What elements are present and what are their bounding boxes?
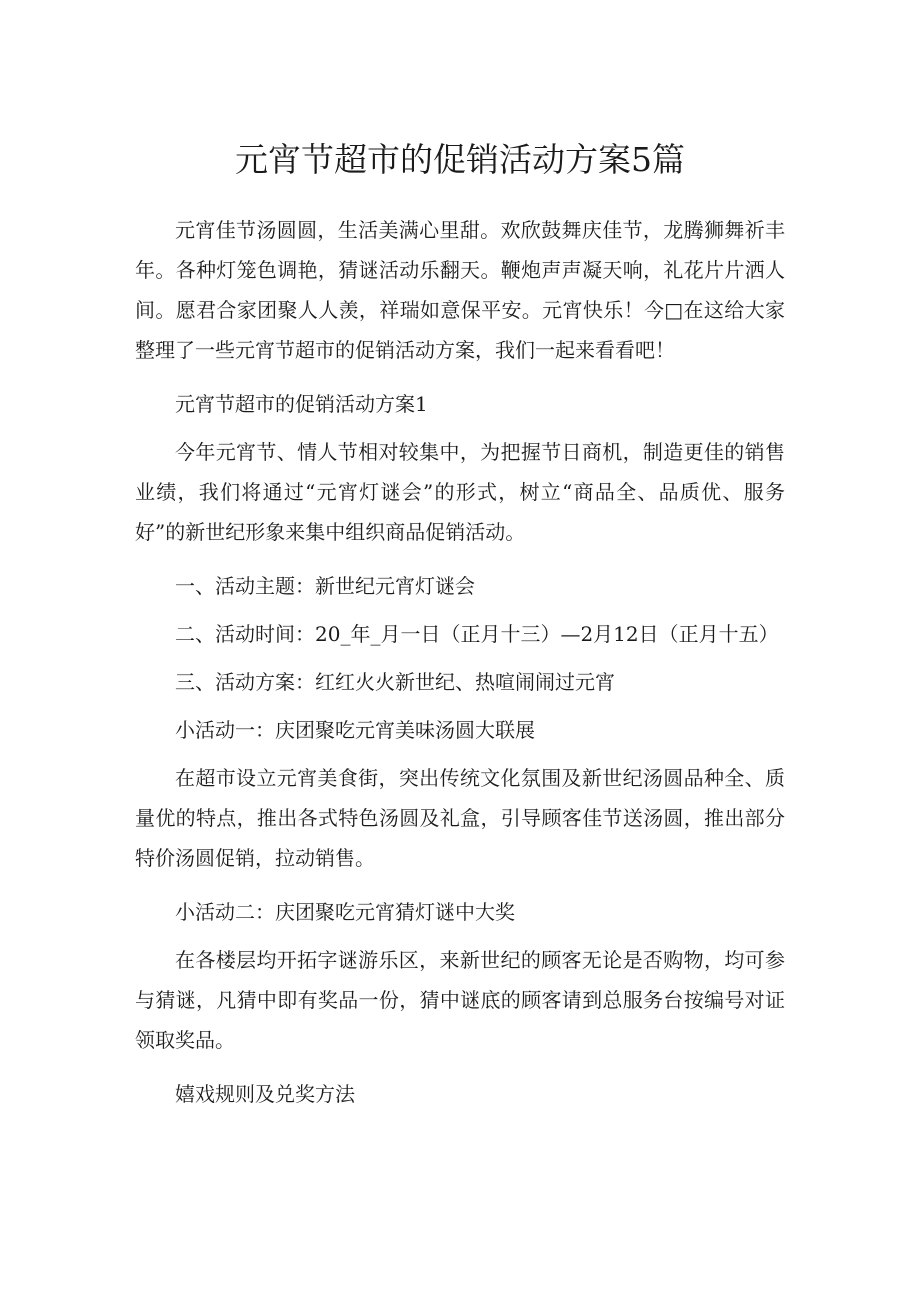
activity-theme: 一、活动主题：新世纪元宵灯谜会 <box>175 574 475 598</box>
plan-overview-paragraph: 今年元宵节、情人节相对较集中，为把握节日商机，制造更佳的销售业绩，我们将通过“元宵灯谜会”的形式，树立“商品全、品质优、服务好”的新世纪形象来集中组织商品促销活动。 <box>135 440 785 544</box>
activity-plan: 三、活动方案：红红火火新世纪、热喧闹闹过元宵 <box>175 670 615 694</box>
sub-activity-2-heading: 小活动二：庆团聚吃元宵猜灯谜中大奖 <box>175 900 515 924</box>
document-title: 元宵节超市的促销活动方案5篇 <box>235 140 685 179</box>
intro-paragraph: 元宵佳节汤圆圆，生活美满心里甜。欢欣鼓舞庆佳节，龙腾狮舞祈丰年。各种灯笼色调艳，猜谜活动乐翻天。鞭炮声声凝天响，礼花片片洒人间。愿君合家团聚人人羡，祥瑞如意保平安。元宵快乐！今□在这给大家整理了一些元宵节超市的促销活动方案，我们一起来看看吧！ <box>135 218 785 362</box>
document-body <box>135 210 785 1122</box>
section-heading-plan-1: 元宵节超市的促销活动方案1 <box>175 392 428 416</box>
sub-activity-1-paragraph: 在超市设立元宵美食街，突出传统文化氛围及新世纪汤圆品种全、质量优的特点，推出各式特色汤圆及礼盒，引导顾客佳节送汤圆，推出部分特价汤圆促销，拉动销售。 <box>135 766 785 870</box>
sub-activity-1-heading: 小活动一：庆团聚吃元宵美味汤圆大联展 <box>175 718 535 742</box>
activity-time: 二、活动时间：20_年_月一日（正月十三）—2月12日（正月十五） <box>175 622 779 646</box>
sub-activity-2-paragraph: 在各楼层均开拓字谜游乐区，来新世纪的顾客无论是否购物，均可参与猜谜，凡猜中即有奖品一份，猜中谜底的顾客请到总服务台按编号对证领取奖品。 <box>135 948 785 1052</box>
rules-heading: 嬉戏规则及兑奖方法 <box>175 1082 355 1106</box>
